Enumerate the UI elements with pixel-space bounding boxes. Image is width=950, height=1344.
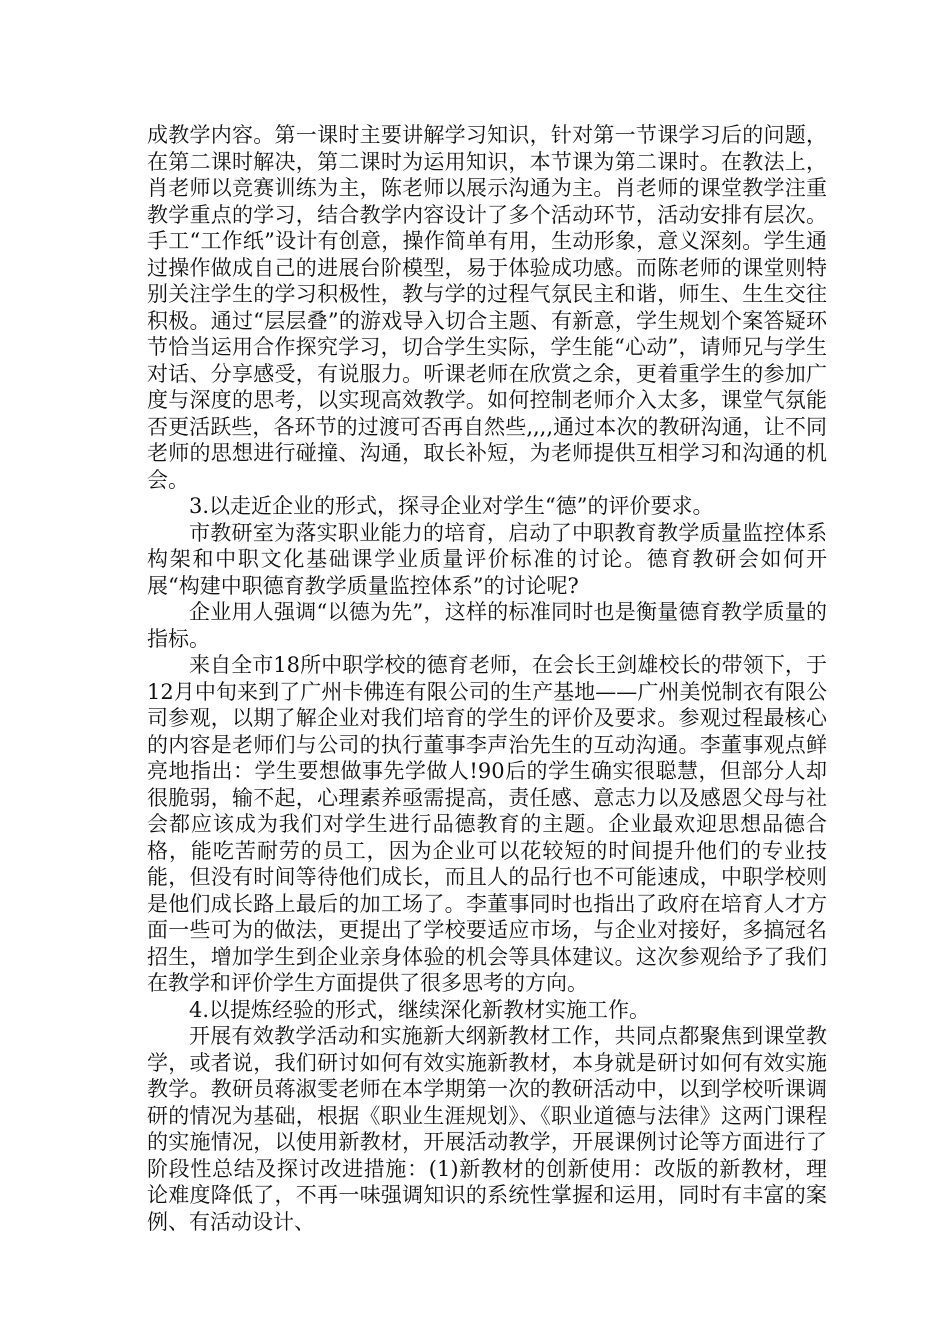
paragraph-factory-visit: 来自全市18所中职学校的德育老师，在会长王剑雄校长的带领下，于12月中旬来到了广州卡佛连有限公司的生产基地——广州美悦制衣有限公司参观，以期了解企业对我们培育的学生的评价及要求。参观过程最核心的内容是老师们与公司的执行董事李声治先生的互动沟通。李董事观点鲜亮地指出：学生要想做事先学做人!90后的学生确实很聪慧，但部分人却很脆弱，输不起，心理素养亟需提高，责任感、意志力以及感恩父母与社会都应该成为我们对学生进行品德教育的主题。企业最欢迎思想品德合格，能吃苦耐劳的员工，因为企业可以花较短的时间提升他们的专业技能，但没有时间等待他们成长，而且人的品行也不可能速成，中职学校则是他们成长路上最后的加工场了。李董事同时也指出了政府在培育人才方面一些可为的做法，更提出了学校要适应市场，与企业对接好，多搞冠名招生，增加学生到企业亲身体验的机会等具体建议。这次参观给予了我们在教学和评价学生方面提供了很多思考的方向。 xyxy=(147,653,827,995)
paragraph-virtue-first: 企业用人强调“以德为先”，这样的标准同时也是衡量德育教学质量的指标。 xyxy=(147,600,827,651)
document-page xyxy=(147,122,827,1235)
paragraph-effective-teaching: 开展有效教学活动和实施新大纲新教材工作，共同点都聚焦到课堂教学，或者说，我们研讨如何有效实施新教材，本身就是研讨如何有效实施教学。教研员蒋淑雯老师在本学期第一次的教研活动中，以到学校听课调研的情况为基础，根据《职业生涯规划》、《职业道德与法律》这两门课程的实施情况，以使用新教材，开展活动教学，开展课例讨论等方面进行了阶段性总结及探讨改进措施：(1)新教材的创新使用：改版的新教材，理论难度降低了，不再一味强调知识的系统性掌握和运用，同时有丰富的案例、有活动设计、 xyxy=(147,1024,827,1234)
section-heading-enterprise-visit: 3.以走近企业的形式，探寻企业对学生“德”的评价要求。 xyxy=(189,494,714,518)
paragraph-quality-monitoring: 市教研室为落实职业能力的培育，启动了中职教育教学质量监控体系构架和中职文化基础课学业质量评价标准的讨论。德育教研会如何开展“构建中职德育教学质量监控体系”的讨论呢? xyxy=(147,520,827,598)
section-heading-new-textbook: 4.以提炼经验的形式，继续深化新教材实施工作。 xyxy=(189,997,651,1022)
paragraph-lesson-review: 成教学内容。第一课时主要讲解学习知识，针对第一节课学习后的问题，在第二课时解决，第二课时为运用知识，本节课为第二课时。在教法上，肖老师以竞赛训练为主，陈老师以展示沟通为主。肖老师的课堂教学注重教学重点的学习，结合教学内容设计了多个活动环节，活动安排有层次。手工“工作纸”设计有创意，操作简单有用，生动形象，意义深刻。学生通过操作做成自己的进展台阶模型，易于体验成功感。而陈老师的课堂则特别关注学生的学习积极性，教与学的过程气氛民主和谐，师生、生生交往积极。通过“层层叠”的游戏导入切合主题、有新意，学生规划个案答疑环节恰当运用合作探究学习，切合学生实际，学生能“心动”，请师兄与学生对话、分享感受，有说服力。听课老师在欣赏之余，更着重学生的参加广度与深度的思考，以实现高效教学。如何控制老师介入太多，课堂气氛能否更活跃些，各环节的过渡可否再自然些,,,,通过本次的教研沟通，让不同老师的思想进行碰撞、沟通，取长补短，为老师提供互相学习和沟通的机会。 xyxy=(147,123,827,492)
